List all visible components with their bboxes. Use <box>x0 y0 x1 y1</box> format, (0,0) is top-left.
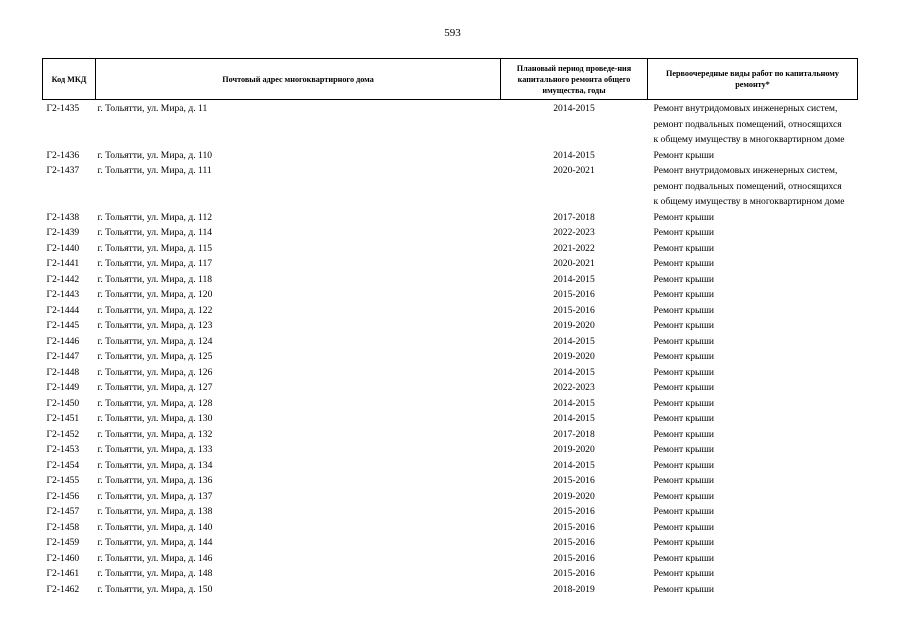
period-cell: 2017-2018 <box>553 428 595 440</box>
works-cell: Ремонт крыши <box>653 568 714 579</box>
works-cell: Ремонт крыши <box>653 444 714 455</box>
period-cell: 2014-2015 <box>553 459 595 471</box>
works-cell: Ремонт крыши <box>653 459 714 471</box>
address-cell: г. Тольятти, ул. Мира, д. 114 <box>97 227 213 238</box>
code-cell: Г2-1455 <box>46 475 80 486</box>
works-cell: Ремонт крыши <box>653 490 714 502</box>
address-cell: г. Тольятти, ул. Мира, д. 136 <box>97 475 213 486</box>
capital-repair-table <box>42 58 858 597</box>
period-cell: 2014-2015 <box>553 397 595 409</box>
code-cell: Г2-1453 <box>46 444 80 455</box>
code-cell: Г2-1435 <box>46 103 80 114</box>
address-cell: г. Тольятти, ул. Мира, д. 146 <box>97 552 213 564</box>
works-cell: Ремонт крыши <box>653 413 714 424</box>
period-cell: 2021-2022 <box>553 242 595 254</box>
table-row <box>43 334 858 350</box>
code-cell: Г2-1450 <box>46 397 80 409</box>
period-cell: 2015-2016 <box>553 475 595 486</box>
works-cell: Ремонт крыши <box>653 552 714 564</box>
table-row <box>43 256 858 272</box>
period-cell: 2019-2020 <box>553 320 595 331</box>
code-cell: Г2-1456 <box>46 490 80 502</box>
table-row <box>43 396 858 412</box>
address-cell: г. Тольятти, ул. Мира, д. 110 <box>97 149 213 161</box>
address-cell: г. Тольятти, ул. Мира, д. 150 <box>97 583 213 595</box>
period-cell: 2014-2015 <box>553 366 595 378</box>
period-cell: 2020-2021 <box>553 165 595 176</box>
works-cell: Ремонт крыши <box>653 351 714 362</box>
period-cell: 2014-2015 <box>553 273 595 285</box>
period-cell: 2015-2016 <box>553 506 595 517</box>
table-row <box>43 473 858 489</box>
works-cell: Ремонт крыши <box>653 521 714 533</box>
period-cell: 2015-2016 <box>553 304 595 316</box>
code-cell: Г2-1462 <box>46 583 80 595</box>
page-number: 593 <box>444 27 461 39</box>
code-cell: Г2-1460 <box>46 552 80 564</box>
table-row <box>43 148 858 164</box>
works-cell: Ремонт крыши <box>653 366 714 378</box>
code-cell: Г2-1461 <box>46 568 80 579</box>
code-cell: Г2-1438 <box>46 211 80 223</box>
works-cell: Ремонт крыши <box>653 382 714 393</box>
table-row <box>43 163 858 210</box>
works-cell: Ремонт крыши <box>653 506 714 517</box>
address-cell: г. Тольятти, ул. Мира, д. 120 <box>97 289 213 300</box>
address-cell: г. Тольятти, ул. Мира, д. 148 <box>97 568 213 579</box>
works-cell: Ремонт крыши <box>653 335 714 347</box>
address-cell: г. Тольятти, ул. Мира, д. 124 <box>97 335 213 347</box>
table-row <box>43 349 858 365</box>
table-row <box>43 272 858 288</box>
address-cell: г. Тольятти, ул. Мира, д. 127 <box>97 382 213 393</box>
header-works: Первоочередные виды работ по капитальному ремонту* <box>648 59 858 100</box>
address-cell: г. Тольятти, ул. Мира, д. 128 <box>97 397 213 409</box>
code-cell: Г2-1439 <box>46 227 80 238</box>
period-cell: 2015-2016 <box>553 537 595 548</box>
code-cell: Г2-1449 <box>46 382 80 393</box>
table-row <box>43 380 858 396</box>
period-cell: 2015-2016 <box>553 289 595 300</box>
works-cell: Ремонт внутридомовых инженерных систем, ремонт подвальных помещений, относящихся к общему имуществу в многоквартирном доме <box>653 165 845 207</box>
works-cell: Ремонт крыши <box>653 289 714 300</box>
table-row <box>43 318 858 334</box>
works-cell: Ремонт крыши <box>653 242 714 254</box>
table-row <box>43 442 858 458</box>
period-cell: 2022-2023 <box>553 382 595 393</box>
table-row <box>43 411 858 427</box>
code-cell: Г2-1458 <box>46 521 80 533</box>
period-cell: 2019-2020 <box>553 444 595 455</box>
address-cell: г. Тольятти, ул. Мира, д. 11 <box>97 103 208 114</box>
code-cell: Г2-1446 <box>46 335 80 347</box>
code-cell: Г2-1445 <box>46 320 80 331</box>
address-cell: г. Тольятти, ул. Мира, д. 140 <box>97 521 213 533</box>
period-cell: 2020-2021 <box>553 258 595 269</box>
header-period: Плановый период проведе-ния капитального ремонта общего имущества, годы <box>501 59 648 100</box>
works-cell: Ремонт крыши <box>653 428 714 440</box>
period-cell: 2014-2015 <box>553 103 595 114</box>
period-cell: 2014-2015 <box>553 149 595 161</box>
table-row <box>43 225 858 241</box>
table-row <box>43 210 858 226</box>
period-cell: 2015-2016 <box>553 552 595 564</box>
code-cell: Г2-1451 <box>46 413 80 424</box>
code-cell: Г2-1437 <box>46 165 80 176</box>
address-cell: г. Тольятти, ул. Мира, д. 112 <box>97 211 213 223</box>
table-row <box>43 287 858 303</box>
works-cell: Ремонт крыши <box>653 273 714 285</box>
code-cell: Г2-1443 <box>46 289 80 300</box>
code-cell: Г2-1441 <box>46 258 80 269</box>
header-row <box>43 59 858 100</box>
table-row <box>43 535 858 551</box>
code-cell: Г2-1440 <box>46 242 80 254</box>
address-cell: г. Тольятти, ул. Мира, д. 134 <box>97 459 213 471</box>
table-row <box>43 551 858 567</box>
works-cell: Ремонт внутридомовых инженерных систем, ремонт подвальных помещений, относящихся к общему имуществу в многоквартирном доме <box>653 103 845 145</box>
address-cell: г. Тольятти, ул. Мира, д. 144 <box>97 537 213 548</box>
table-row <box>43 458 858 474</box>
header-code: Код МКД <box>43 59 96 100</box>
table-body <box>43 100 858 598</box>
header-address: Почтовый адрес многоквартирного дома <box>96 59 501 100</box>
address-cell: г. Тольятти, ул. Мира, д. 132 <box>97 428 213 440</box>
works-cell: Ремонт крыши <box>653 227 714 238</box>
works-cell: Ремонт крыши <box>653 258 714 269</box>
works-cell: Ремонт крыши <box>653 537 714 548</box>
address-cell: г. Тольятти, ул. Мира, д. 115 <box>97 242 213 254</box>
period-cell: 2018-2019 <box>553 583 595 595</box>
works-cell: Ремонт крыши <box>653 320 714 331</box>
period-cell: 2014-2015 <box>553 335 595 347</box>
address-cell: г. Тольятти, ул. Мира, д. 137 <box>97 490 213 502</box>
works-cell: Ремонт крыши <box>653 304 714 316</box>
code-cell: Г2-1454 <box>46 459 80 471</box>
address-cell: г. Тольятти, ул. Мира, д. 111 <box>97 165 212 176</box>
period-cell: 2015-2016 <box>553 568 595 579</box>
address-cell: г. Тольятти, ул. Мира, д. 123 <box>97 320 213 331</box>
period-cell: 2019-2020 <box>553 490 595 502</box>
code-cell: Г2-1459 <box>46 537 80 548</box>
period-cell: 2019-2020 <box>553 351 595 362</box>
table-row <box>43 303 858 319</box>
table-row <box>43 489 858 505</box>
table-header <box>43 59 858 100</box>
period-cell: 2017-2018 <box>553 211 595 223</box>
works-cell: Ремонт крыши <box>653 397 714 409</box>
address-cell: г. Тольятти, ул. Мира, д. 133 <box>97 444 213 455</box>
table-row <box>43 566 858 582</box>
code-cell: Г2-1457 <box>46 506 80 517</box>
table-row <box>43 427 858 443</box>
works-cell: Ремонт крыши <box>653 149 714 161</box>
works-cell: Ремонт крыши <box>653 211 714 223</box>
period-cell: 2022-2023 <box>553 227 595 238</box>
period-cell: 2015-2016 <box>553 521 595 533</box>
table-row <box>43 241 858 257</box>
works-cell: Ремонт крыши <box>653 475 714 486</box>
address-cell: г. Тольятти, ул. Мира, д. 126 <box>97 366 213 378</box>
code-cell: Г2-1452 <box>46 428 80 440</box>
period-cell: 2014-2015 <box>553 413 595 424</box>
table-row <box>43 100 858 148</box>
address-cell: г. Тольятти, ул. Мира, д. 125 <box>97 351 213 362</box>
code-cell: Г2-1448 <box>46 366 80 378</box>
address-cell: г. Тольятти, ул. Мира, д. 118 <box>97 273 213 285</box>
address-cell: г. Тольятти, ул. Мира, д. 122 <box>97 304 213 316</box>
address-cell: г. Тольятти, ул. Мира, д. 138 <box>97 506 213 517</box>
works-cell: Ремонт крыши <box>653 583 714 595</box>
code-cell: Г2-1442 <box>46 273 80 285</box>
table-row <box>43 365 858 381</box>
table-row <box>43 504 858 520</box>
table-row <box>43 520 858 536</box>
address-cell: г. Тольятти, ул. Мира, д. 117 <box>97 258 213 269</box>
address-cell: г. Тольятти, ул. Мира, д. 130 <box>97 413 213 424</box>
code-cell: Г2-1444 <box>46 304 80 316</box>
code-cell: Г2-1436 <box>46 149 80 161</box>
code-cell: Г2-1447 <box>46 351 80 362</box>
table-row <box>43 582 858 598</box>
